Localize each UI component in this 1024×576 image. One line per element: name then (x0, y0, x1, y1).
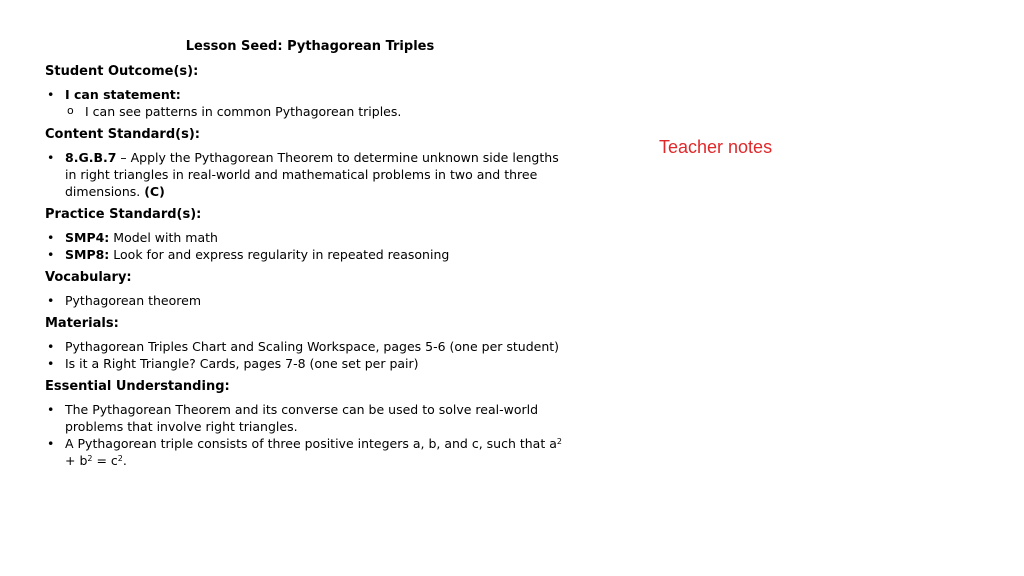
standard-tag: (C) (144, 184, 165, 199)
triple-text: + b (65, 453, 88, 468)
exponent: 2 (117, 454, 123, 463)
list-item: • Is it a Right Triangle? Cards, pages 7-8 (one set per pair) (45, 355, 565, 372)
lesson-title: Lesson Seed: Pythagorean Triples (185, 39, 435, 54)
content-standards-list (45, 149, 565, 200)
list-item (45, 86, 565, 120)
student-outcomes-heading: Student Outcome(s): (45, 64, 199, 79)
standard-code: SMP4: (65, 230, 110, 245)
teacher-notes-label: Teacher notes (659, 137, 773, 157)
standard-text: – Apply the Pythagorean Theorem to determine unknown side lengths in right triangles in real-world and mathematical problems in two and three dimensions. (65, 150, 559, 199)
triple-text: = c (92, 453, 118, 468)
list-item: • Pythagorean theorem (45, 292, 565, 309)
i-can-statement-sublist (65, 103, 565, 120)
standard-text: Model with math (109, 230, 218, 245)
materials-list (45, 338, 565, 372)
list-item: • The Pythagorean Theorem and its converse can be used to solve real-world problems that involve right triangles. (45, 401, 565, 435)
list-item (45, 229, 565, 246)
triple-text: A Pythagorean triple consists of three positive integers a, b, and c, such that a (65, 436, 557, 451)
vocabulary-list (45, 292, 565, 309)
exponent: 2 (87, 454, 93, 463)
list-item (45, 435, 565, 469)
list-item: • Pythagorean Triples Chart and Scaling Workspace, pages 5-6 (one per student) (45, 338, 565, 355)
materials-heading: Materials: (45, 316, 119, 331)
practice-standards-list (45, 229, 565, 263)
content-standards-heading: Content Standard(s): (45, 127, 200, 142)
standard-code: SMP8: (65, 247, 110, 262)
standard-text: Look for and express regularity in repeated reasoning (109, 247, 450, 262)
student-outcomes-list (45, 86, 565, 120)
list-item (45, 246, 565, 263)
essential-understanding-list (45, 401, 565, 469)
sub-list-item: o I can see patterns in common Pythagorean triples. (65, 103, 565, 120)
standard-code: 8.G.B.7 (65, 150, 117, 165)
exponent: 2 (556, 437, 562, 446)
vocabulary-heading: Vocabulary: (45, 270, 132, 285)
i-can-statement-label: I can statement: (65, 87, 181, 102)
list-item (45, 149, 565, 200)
triple-text: . (122, 453, 127, 468)
lesson-document (45, 38, 565, 475)
essential-understanding-heading: Essential Understanding: (45, 379, 230, 394)
practice-standards-heading: Practice Standard(s): (45, 207, 202, 222)
